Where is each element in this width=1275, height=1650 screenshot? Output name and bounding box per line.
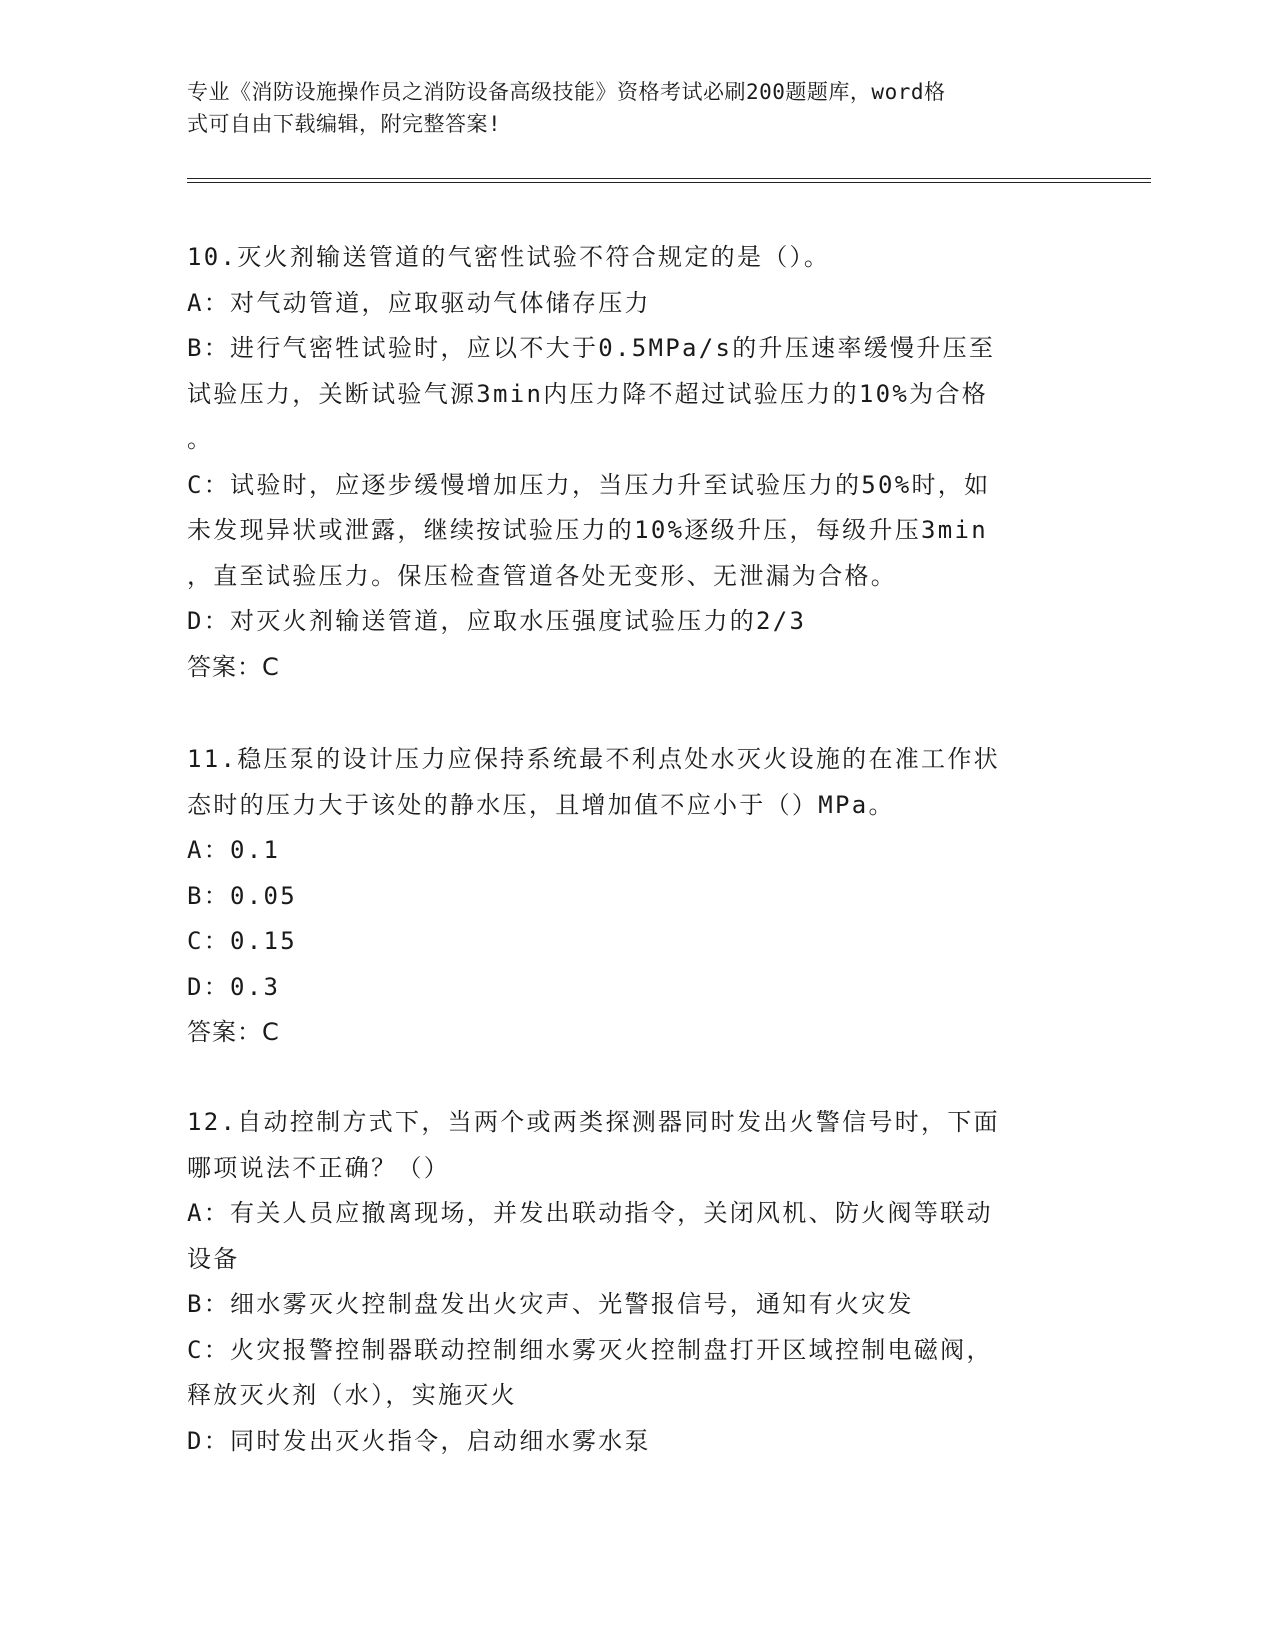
question-11-stem-line-1: 11.稳压泵的设计压力应保持系统最不利点处水灭火设施的在准工作状	[187, 745, 1000, 773]
question-10-option-c-line-3: ，直至试验压力。保压检查管道各处无变形、无泄漏为合格。	[187, 561, 898, 590]
question-12-option-b: B：细水雾灭火控制盘发出火灾声、光警报信号，通知有火灾发	[187, 1290, 914, 1318]
question-11-stem-line-2: 态时的压力大于该处的静水压，且增加值不应小于（）MPa。	[187, 790, 895, 819]
question-11-option-c: C：0.15	[187, 927, 298, 955]
question-10-option-c-line-1: C：试验时，应逐步缓慢增加压力，当压力升至试验压力的50%时，如	[187, 470, 991, 499]
question-11	[187, 737, 1077, 1056]
question-12-option-a-line-2: 设备	[187, 1244, 240, 1273]
document-header	[187, 76, 1067, 140]
question-11-answer: 答案：C	[187, 1018, 280, 1046]
question-11-option-d: D：0.3	[187, 972, 281, 1001]
header-line-2: 式可自由下载编辑，附完整答案!	[187, 112, 502, 136]
question-10-option-b-line-3: 。	[187, 425, 214, 453]
header-divider-bottom	[187, 182, 1151, 183]
question-10-option-b-line-2: 试验压力，关断试验气源3min内压力降不超过试验压力的10%为合格	[187, 379, 989, 408]
question-12-stem-line-2: 哪项说法不正确？（）	[187, 1153, 450, 1182]
question-12-option-a-line-1: A：有关人员应撤离现场，并发出联动指令，关闭风机、防火阀等联动	[187, 1199, 993, 1227]
question-10-option-b-line-1: B：进行气密牲试验时，应以不大于0.5MPa/s的升压速率缓慢升压至	[187, 334, 996, 362]
question-12-option-d: D：同时发出灭火指令，启动细水雾水泵	[187, 1426, 651, 1455]
question-10-stem-line: 10.灭火剂输送管道的气密性试验不符合规定的是（）。	[187, 243, 831, 271]
question-11-option-a: A：0.1	[187, 836, 281, 864]
header-divider-top	[187, 178, 1151, 179]
question-10-answer: 答案：C	[187, 652, 280, 681]
header-line-1: 专业《消防设施操作员之消防设备高级技能》资格考试必刷200题题库，word格	[187, 80, 946, 104]
question-12-stem-line-1: 12.自动控制方式下，当两个或两类探测器同时发出火警信号时，下面	[187, 1108, 1000, 1136]
question-12-option-c-line-1: C：火灾报警控制器联动控制细水雾灭火控制盘打开区域控制电磁阀，	[187, 1335, 993, 1364]
question-12	[187, 1100, 1077, 1464]
question-10	[187, 235, 1077, 690]
question-10-option-d: D：对灭火剂输送管道，应取水压强度试验压力的2/3	[187, 607, 807, 635]
question-12-option-c-line-2: 释放灭火剂（水），实施灭火	[187, 1381, 517, 1409]
question-10-option-c-line-2: 未发现异状或泄露，继续按试验压力的10%逐级升压，每级升压3min	[187, 516, 989, 544]
question-10-option-a: A：对气动管道，应取驱动气体储存压力	[187, 288, 651, 317]
question-11-option-b: B：0.05	[187, 881, 298, 910]
